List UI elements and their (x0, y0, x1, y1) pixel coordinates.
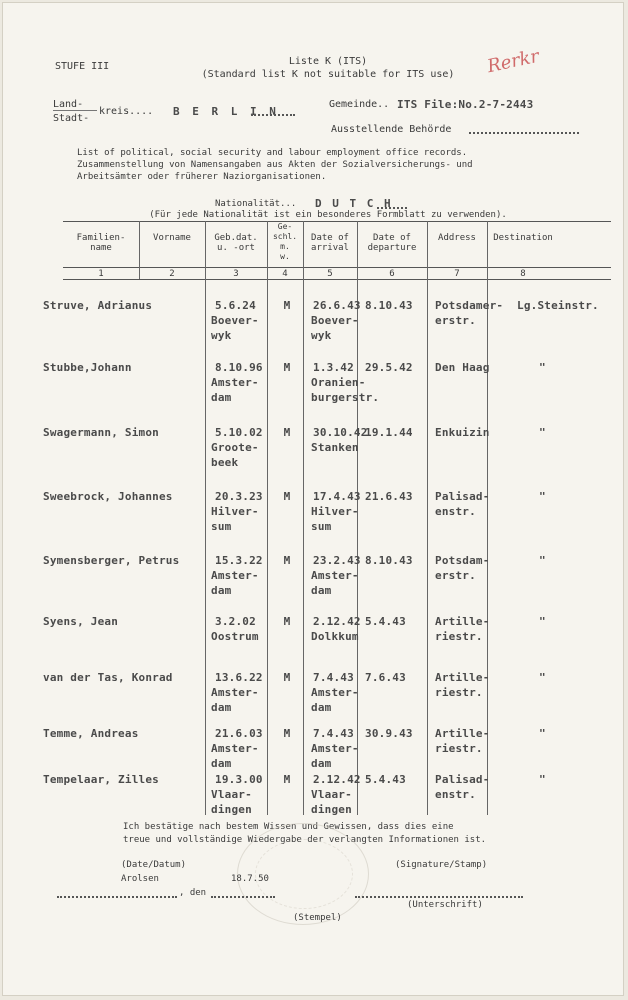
col-divider-2 (205, 221, 206, 815)
row-destination: Lg.Steinstr. (517, 299, 599, 312)
row-destination-ditto: " (539, 615, 546, 628)
row-birth-place: dam (211, 757, 232, 770)
col-divider-4 (303, 221, 304, 815)
row-destination-ditto: " (539, 554, 546, 567)
row-birth-date: 5.6.24 (215, 299, 256, 312)
row-birth-date: 15.3.22 (215, 554, 263, 567)
row-address: enstr. (435, 788, 476, 801)
stadt-label: Stadt- (53, 113, 90, 124)
liste-title: Liste K (ITS) (288, 56, 368, 67)
col-header-text: Destination (493, 233, 553, 243)
col-header-text: Address (438, 233, 476, 243)
stempel-label: (Stempel) (293, 913, 342, 923)
col-number: 1 (98, 269, 104, 279)
nationalitaet-value: D U T C H (315, 197, 393, 210)
kreis-label: kreis.... (99, 106, 154, 117)
col-number: 8 (520, 269, 526, 279)
row-birth-place: Amster- (211, 376, 259, 389)
row-arrival: 26.6.43 (313, 299, 361, 312)
col-header-destination (487, 233, 559, 243)
gemeinde-value: ITS File:No.2-7-2443 (397, 98, 534, 111)
land-label: Land- (53, 99, 84, 110)
date-place-dots (57, 896, 177, 898)
row-destination-ditto: " (539, 773, 546, 786)
col-number: 7 (454, 269, 460, 279)
col-header-text: arrival (311, 243, 349, 253)
date-value: 18.7.50 (231, 874, 269, 884)
row-birth-date: 5.10.02 (215, 426, 263, 439)
row-arrival-place: Dolkkum (311, 630, 359, 643)
kreis-dots (251, 114, 295, 116)
row-name: Tempelaar, Zilles (43, 773, 159, 786)
col-header-text: u. -ort (217, 243, 255, 253)
col-number: 5 (327, 269, 333, 279)
col-header-familienname (63, 233, 139, 253)
row-sex: M (283, 615, 291, 628)
row-arrival: 7.4.43 (313, 671, 354, 684)
row-departure: 19.1.44 (365, 426, 413, 439)
col-header-vorname (139, 233, 205, 243)
unterschrift-label: (Unterschrift) (407, 900, 483, 910)
row-destination-ditto: " (539, 361, 546, 374)
row-departure: 7.6.43 (365, 671, 406, 684)
col-header-text: Geb.dat. (214, 233, 258, 243)
row-birth-place: dam (211, 584, 232, 597)
row-departure: 5.4.43 (365, 773, 406, 786)
row-arrival: 2.12.42 (313, 615, 361, 628)
row-departure: 29.5.42 (365, 361, 413, 374)
table-top-rule (63, 221, 611, 222)
behoerde-label: Ausstellende Behörde (331, 124, 452, 135)
row-name: Stubbe,Johann (43, 361, 132, 374)
col-header-arrival (303, 233, 357, 253)
row-arrival-place: dam (311, 584, 332, 597)
row-address: riestr. (435, 742, 483, 755)
row-arrival-place: dingen (311, 803, 352, 816)
col-divider-6 (427, 221, 428, 815)
confirm-line-2: treue und vollständige Wiedergabe der verlangten Informationen ist. (123, 835, 487, 845)
row-birth-place: Hilver- (211, 505, 259, 518)
row-departure: 30.9.43 (365, 727, 413, 740)
date-place: Arolsen (121, 874, 159, 884)
nationalitaet-dots (377, 207, 407, 209)
row-address: Enkuizin (435, 426, 490, 439)
row-arrival-place: wyk (311, 329, 332, 342)
row-arrival-place: burgerstr. (311, 391, 380, 404)
row-arrival-place: Amster- (311, 742, 359, 755)
col-header-text: Date of (311, 233, 349, 243)
row-sex: M (283, 554, 291, 567)
row-arrival-place: Oranien- (311, 376, 366, 389)
row-name: Struve, Adrianus (43, 299, 153, 312)
row-birth-place: Boever- (211, 314, 259, 327)
row-address: Artille- (435, 671, 490, 684)
col-header-text: m. (280, 242, 290, 251)
row-departure: 21.6.43 (365, 490, 413, 503)
row-birth-date: 19.3.00 (215, 773, 263, 786)
faint-stamp-inner-ring (255, 839, 353, 909)
nationalitaet-note: (Für jede Nationalität ist ein besonderes Formblatt zu verwenden). (149, 210, 507, 220)
row-arrival-place: Vlaar- (311, 788, 352, 801)
row-birth-date: 20.3.23 (215, 490, 263, 503)
row-arrival-place: dam (311, 757, 332, 770)
row-birth-place: Groote- (211, 441, 259, 454)
row-address: riestr. (435, 686, 483, 699)
row-destination-ditto: " (539, 727, 546, 740)
col-header-text: Date of (373, 233, 411, 243)
row-birth-date: 21.6.03 (215, 727, 263, 740)
row-name: Sweebrock, Johannes (43, 490, 173, 503)
row-birth-date: 3.2.02 (215, 615, 256, 628)
document-page (2, 2, 624, 996)
behoerde-dots (469, 132, 579, 134)
row-address: Potsdamer- (435, 299, 504, 312)
row-name: van der Tas, Konrad (43, 671, 173, 684)
col-header-text: Ge- (277, 222, 293, 231)
row-arrival: 7.4.43 (313, 727, 354, 740)
table-header-rule (63, 267, 611, 268)
row-arrival: 1.3.42 (313, 361, 354, 374)
row-arrival-place: Amster- (311, 569, 359, 582)
col-header-text: name (90, 243, 112, 253)
table-number-rule (63, 279, 611, 280)
row-arrival: 2.12.42 (313, 773, 361, 786)
col-header-text: departure (367, 243, 417, 253)
col-header-text: w. (280, 252, 290, 261)
row-destination-ditto: " (539, 671, 546, 684)
row-name: Syens, Jean (43, 615, 119, 628)
row-birth-place: Oostrum (211, 630, 259, 643)
row-arrival-place: Stanken (311, 441, 359, 454)
col-header-text: Vorname (153, 233, 191, 243)
row-birth-date: 13.6.22 (215, 671, 263, 684)
row-birth-place: dam (211, 391, 232, 404)
gemeinde-label: Gemeinde.. (329, 99, 390, 110)
row-sex: M (283, 299, 291, 312)
col-header-geburt (205, 233, 267, 253)
row-sex: M (283, 727, 291, 740)
signature-label: (Signature/Stamp) (395, 860, 488, 870)
date-label: (Date/Datum) (121, 860, 187, 870)
row-departure: 8.10.43 (365, 299, 413, 312)
row-birth-place: beek (211, 456, 239, 469)
row-arrival-place: sum (311, 520, 332, 533)
row-birth-place: Amster- (211, 569, 259, 582)
row-birth-place: wyk (211, 329, 232, 342)
row-name: Symensberger, Petrus (43, 554, 180, 567)
row-arrival: 30.10.42 (313, 426, 368, 439)
land-stadt-divider (53, 110, 97, 111)
row-name: Swagermann, Simon (43, 426, 159, 439)
row-address: Palisad- (435, 490, 490, 503)
row-address: Palisad- (435, 773, 490, 786)
col-header-departure (357, 233, 427, 253)
col-number: 3 (233, 269, 239, 279)
row-address: Artille- (435, 615, 490, 628)
den-label: , den (179, 888, 207, 898)
row-sex: M (283, 773, 291, 786)
row-address: erstr. (435, 569, 476, 582)
col-number: 6 (389, 269, 395, 279)
row-birth-place: sum (211, 520, 232, 533)
col-header-geschlecht (267, 222, 303, 262)
row-sex: M (283, 361, 291, 374)
row-arrival: 23.2.43 (313, 554, 361, 567)
row-birth-place: dam (211, 701, 232, 714)
row-name: Temme, Andreas (43, 727, 139, 740)
nationalitaet-label: Nationalität... (215, 199, 297, 209)
col-number: 2 (169, 269, 175, 279)
row-arrival: 17.4.43 (313, 490, 361, 503)
description-line-2: Zusammenstellung von Namensangaben aus Akten der Sozialversicherungs- und (77, 160, 473, 170)
row-sex: M (283, 671, 291, 684)
col-number: 4 (282, 269, 288, 279)
row-address: Den Haag (435, 361, 490, 374)
row-destination-ditto: " (539, 490, 546, 503)
col-divider-3 (267, 221, 268, 815)
row-address: erstr. (435, 314, 476, 327)
row-address: Potsdam- (435, 554, 490, 567)
row-birth-place: Amster- (211, 742, 259, 755)
stufe-label: STUFE III (55, 61, 110, 72)
row-birth-place: Vlaar- (211, 788, 252, 801)
row-arrival-place: Amster- (311, 686, 359, 699)
row-birth-place: Amster- (211, 686, 259, 699)
row-address: Artille- (435, 727, 490, 740)
row-arrival-place: Hilver- (311, 505, 359, 518)
row-arrival-place: Boever- (311, 314, 359, 327)
row-departure: 8.10.43 (365, 554, 413, 567)
description-line-3: Arbeitsämter oder früherer Naziorganisationen. (77, 172, 327, 182)
row-birth-date: 8.10.96 (215, 361, 263, 374)
row-address: enstr. (435, 505, 476, 518)
col-header-address (427, 233, 487, 243)
kreis-value: B E R L I N (173, 105, 279, 118)
col-header-text: schl. (272, 232, 298, 241)
red-handwritten-mark: Rerkr (485, 45, 541, 78)
confirm-line-1: Ich bestätige nach bestem Wissen und Gewissen, dass dies eine (123, 822, 454, 832)
row-address: riestr. (435, 630, 483, 643)
row-birth-place: dingen (211, 803, 252, 816)
signature-dots (355, 896, 523, 898)
row-departure: 5.4.43 (365, 615, 406, 628)
row-destination-ditto: " (539, 426, 546, 439)
liste-subtitle: (Standard list K not suitable for ITS use) (201, 69, 455, 80)
row-sex: M (283, 490, 291, 503)
date-dots (211, 896, 275, 898)
row-arrival-place: dam (311, 701, 332, 714)
col-header-text: Familien- (76, 233, 126, 243)
row-sex: M (283, 426, 291, 439)
description-line-1: List of political, social security and labour employment office records. (77, 148, 468, 158)
